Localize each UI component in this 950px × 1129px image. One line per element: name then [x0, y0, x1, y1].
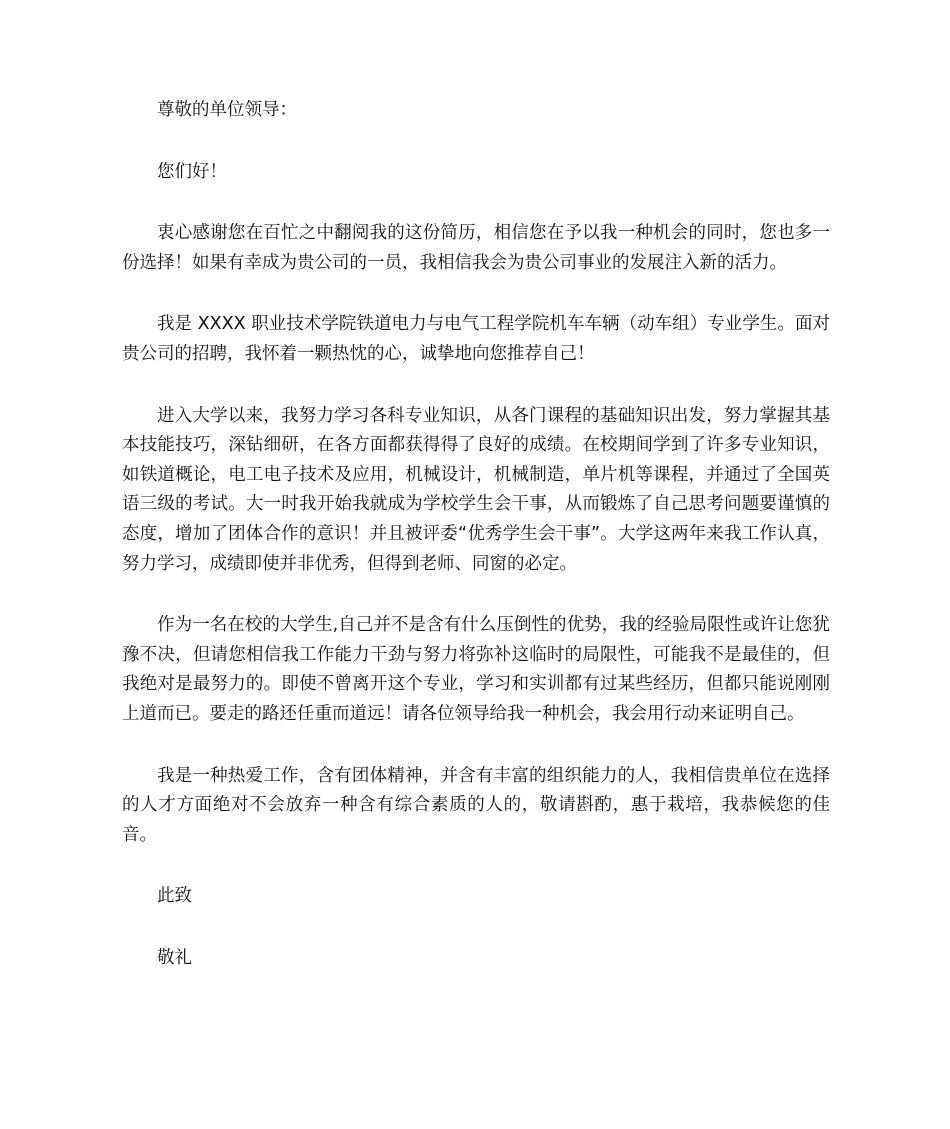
salutation: 尊敬的单位领导：: [157, 100, 297, 120]
closing-jing-li: 敬礼: [157, 947, 192, 968]
cover-letter: [122, 96, 830, 973]
paragraph-closing-statement: 我是一种热爱工作，含有团体精神，并含有丰富的组织能力的人，我相信贵单位在选择的人才方面绝对不会放弃一种含有综合素质的人的，敬请斟酌，惠于栽培，我恭候您的佳音。: [122, 765, 830, 845]
paragraph-studies: 进入大学以来，我努力学习各科专业知识，从各门课程的基础知识出发，努力掌握其基本技能技巧，深钻细研，在各方面都获得得了良好的成绩。在校期间学到了许多专业知识，如铁道概论，电工电子技术及应用，机械设计，机械制造，单片机等课程，并通过了全国英语三级的考试。大一时我开始我就成为学校学生会干事，从而锻炼了自己思考问题要谨慎的态度，增加了团体合作的意识！并且被评委“优秀学生会干事”。大学这两年来我工作认真，努力学习，成绩即使并非优秀，但得到老师、同窗的必定。: [122, 405, 830, 574]
paragraph-introduction: 我是 XXXX 职业技术学院铁道电力与电气工程学院机车车辆（动车组）专业学生。面对贵公司的招聘，我怀着一颗热忱的心，诚挚地向您推荐自己！: [122, 314, 830, 364]
paragraph-commitment: 作为一名在校的大学生,自己并不是含有什么压倒性的优势，我的经验局限性或许让您犹豫不决，但请您相信我工作能力干劲与努力将弥补这临时的局限性，可能我不是最佳的，但我绝对是最努力的。即使不曾离开这个专业，学习和实训都有过某些经历，但都只能说刚刚上道而已。要走的路还任重而道远！请各位领导给我一种机会，我会用行动来证明自己。: [122, 615, 830, 724]
greeting: 您们好！: [157, 161, 227, 182]
paragraph-thanks: 衷心感谢您在百忙之中翻阅我的这份简历，相信您在予以我一种机会的同时，您也多一份选择！如果有幸成为贵公司的一员，我相信我会为贵公司事业的发展注入新的活力。: [122, 223, 830, 273]
closing-ci-zhi: 此致: [157, 886, 192, 907]
